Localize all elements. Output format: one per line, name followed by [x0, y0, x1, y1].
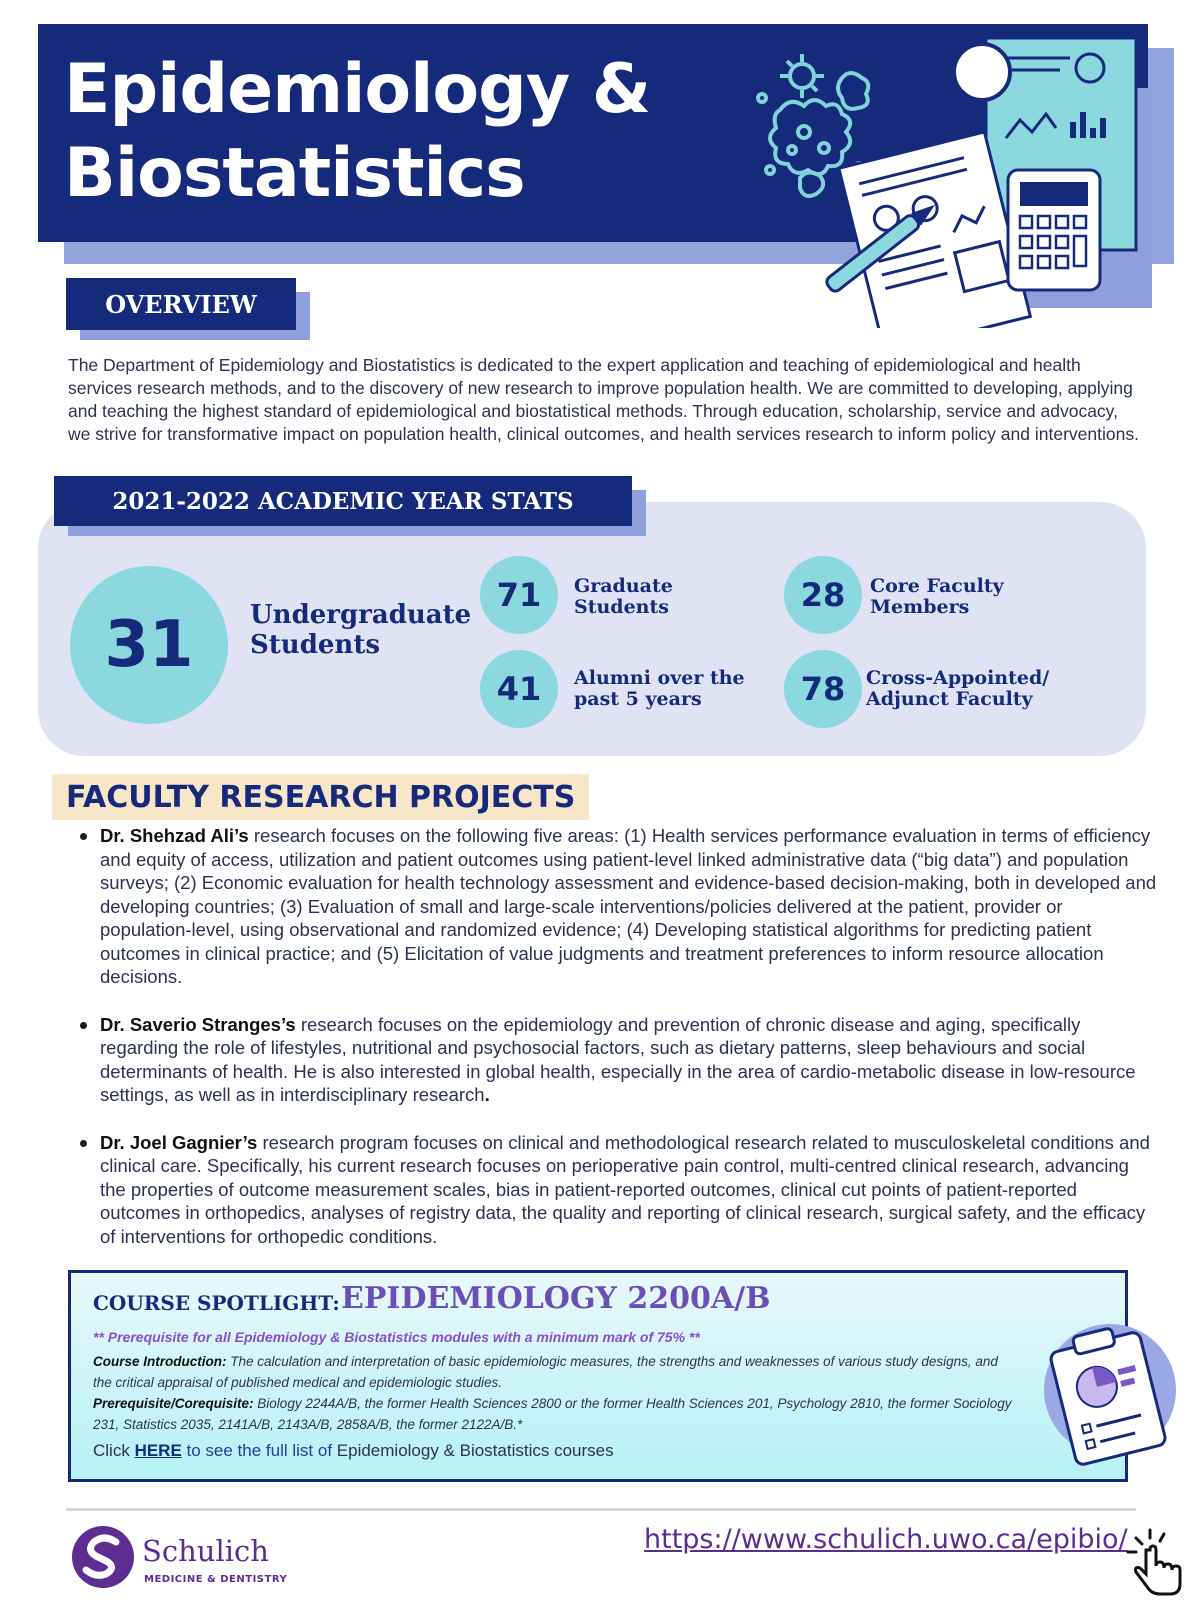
course-spotlight-box — [68, 1270, 1128, 1482]
stat-graduate-label-1: Graduate — [574, 575, 673, 597]
stat-graduate-label — [574, 576, 673, 618]
stats-heading — [54, 476, 632, 526]
schulich-logo — [70, 1524, 290, 1594]
course-intro-label: Course Introduction: — [93, 1354, 227, 1369]
stat-cross-appointed-value: 78 — [784, 650, 862, 728]
research-documents-illustration — [740, 28, 1180, 328]
overview-heading-text: OVERVIEW — [105, 289, 257, 319]
research-description: research focuses on the following five areas: (1) Health services performance evaluation in terms of efficiency and equity of access, utilization and patient outcomes using patient-level linked administrative data (“big data”) and population surveys; (2) Economic evaluation for health technology assessment and evidence-based decision-making, both in developed and developing countries; (3) Evaluation of small and large-scale interventions/policies delivered at the patient, provider or population-level, using observational and randomized evidence; (4) Developing statistical algorithms for predicting patient outcomes in clinical practice; and (5) Elicitation of value judgments and treatment preferences to inform resource allocation decisions. — [100, 825, 1157, 987]
stat-cross-appointed-label-2: Adjunct Faculty — [866, 688, 1033, 710]
schulich-s-logo-icon — [70, 1524, 136, 1590]
overview-paragraph: The Department of Epidemiology and Biostatistics is dedicated to the expert application and teaching of epidemiological and health services research methods, and to the discovery of new research to improve population health. We are committed to developing, applying and teaching the highest standard of epidemiological and biostatistical methods. Through education, scholarship, service and advocacy, we strive for transformative impact on population health, clinical outcomes, and health services research to inform policy and interventions. — [68, 355, 1139, 444]
link-suffix: Epidemiology & Biostatistics courses — [332, 1441, 614, 1460]
course-name: EPIDEMIOLOGY 2200A/B — [341, 1281, 771, 1316]
overview-heading — [66, 278, 296, 330]
stat-cross-appointed-label-1: Cross-Appointed/ — [866, 667, 1050, 689]
course-spotlight-label: COURSE SPOTLIGHT: — [93, 1291, 340, 1315]
link-middle: to see the full list of — [181, 1441, 333, 1460]
footer-divider — [66, 1508, 1136, 1511]
page-title — [64, 48, 704, 216]
stat-core-faculty-value: 28 — [784, 556, 862, 634]
sentence-end: . — [484, 1084, 490, 1105]
stat-alumni-label — [574, 668, 745, 710]
stat-undergrad-label — [250, 600, 471, 660]
clipboard-chart-icon — [1040, 1318, 1180, 1478]
stat-undergrad-value: 31 — [70, 566, 228, 724]
researcher-name: Dr. Joel Gagnier’s — [100, 1131, 258, 1153]
logo-name: Schulich — [142, 1534, 269, 1568]
course-prereq-note: ** Prerequisite for all Epidemiology & Biostatistics modules with a minimum mark of 75% ** — [93, 1329, 700, 1345]
list-item — [76, 1131, 1158, 1249]
stat-core-faculty-label — [870, 576, 1004, 618]
stat-undergrad-label-2: Students — [250, 630, 380, 660]
stats-heading-text: 2021-2022 ACADEMIC YEAR STATS — [112, 487, 574, 515]
stat-alumni-label-2: past 5 years — [574, 688, 702, 710]
course-prereq-label: Prerequisite/Corequisite: — [93, 1396, 254, 1411]
courses-here-link[interactable]: HERE — [134, 1441, 182, 1460]
research-description: research focuses on the epidemiology and prevention of chronic disease and aging, specifically regarding the role of lifestyles, nutritional and psychosocial factors, such as dietary patterns, sleep behaviours and social determinants of health. He is also interested in global health, especially in the area of cardio-metabolic disease in low-resource settings, as well as in interdisciplinary research — [100, 1013, 1136, 1105]
research-description: research program focuses on clinical and methodological research related to musculoskeletal conditions and clinical care. Specifically, his current research focuses on perioperative pain control, multi-centred clinical research, advancing the properties of outcome measurement scales, bias in patient-reported outcomes, clinical cut points of patient-reported outcomes in orthopedics, analyses of registry data, the quality and reporting of clinical research, surgical safety, and the efficacy of interventions for orthopedic conditions. — [100, 1131, 1150, 1247]
stat-graduate-value: 71 — [480, 556, 558, 634]
link-prefix: Click — [93, 1441, 135, 1460]
stat-alumni-value: 41 — [480, 650, 558, 728]
researcher-name: Dr. Shehzad Ali’s — [100, 825, 249, 846]
stat-core-faculty-label-1: Core Faculty — [870, 575, 1004, 597]
course-link-line — [93, 1441, 614, 1461]
stat-cross-appointed-label — [866, 668, 1049, 710]
stat-graduate-label-2: Students — [574, 596, 669, 618]
stat-core-faculty-label-2: Members — [870, 596, 970, 618]
researcher-name: Dr. Saverio Stranges’s — [100, 1013, 296, 1035]
list-item — [76, 824, 1158, 989]
title-line-1: Epidemiology & — [64, 50, 651, 129]
pointing-hand-icon — [1122, 1524, 1194, 1596]
course-description — [93, 1351, 1013, 1435]
website-link[interactable]: https://www.schulich.uwo.ca/epibio/ — [644, 1524, 1128, 1555]
course-intro-text: The calculation and interpretation of basic epidemiologic measures, the strengths and weaknesses of various study designs, and the critical appraisal of published medical and epidemiologic studies. — [93, 1354, 998, 1390]
faculty-project-list — [76, 824, 1158, 1272]
list-item — [76, 1013, 1158, 1107]
logo-subtitle: MEDICINE & DENTISTRY — [144, 1574, 288, 1585]
stat-undergrad-label-1: Undergraduate — [250, 600, 472, 630]
title-line-2: Biostatistics — [64, 134, 525, 213]
course-prereq-text: Biology 2244A/B, the former Health Sciences 2800 or the former Health Sciences 201, Psychology 2810, the former Sociology 231, Statistics 2035, 2141A/B, 2143A/B, 2858A/B, the former 2122A/B.* — [93, 1396, 1012, 1432]
faculty-research-heading: FACULTY RESEARCH PROJECTS — [52, 774, 589, 820]
stat-alumni-label-1: Alumni over the — [574, 667, 745, 689]
